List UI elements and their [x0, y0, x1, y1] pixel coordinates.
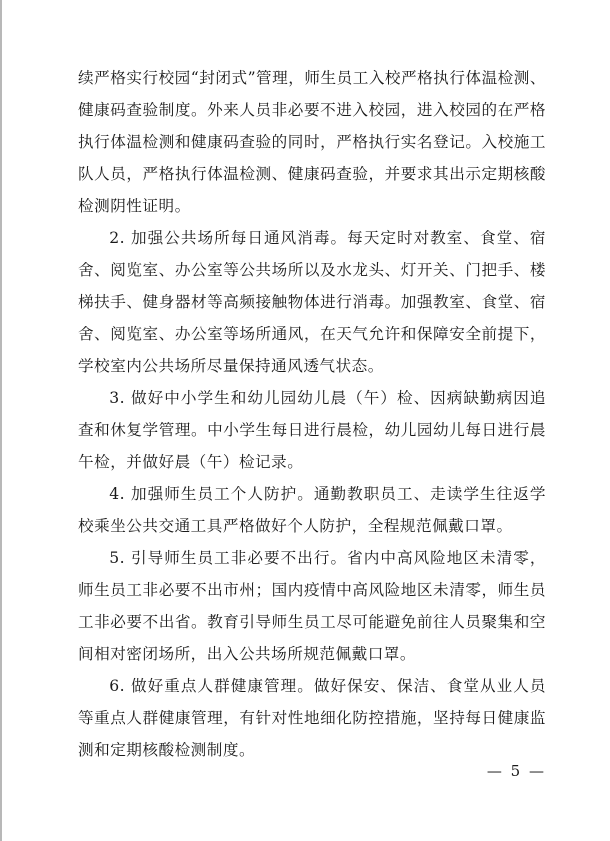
paragraph-item-3	[78, 382, 546, 478]
paragraph-item-2-text: 每天定时对教室、食堂、宿舍、阅览室、办公室等公共场所以及水龙头、灯开关、门把手、楼梯扶手、健身器材等高频接触物体进行消毒。加强教室、食堂、宿舍、阅览室、办公室等场所通风，在天气允许和保障安全前提下，学校室内公共场所尽量保持通风透气状态。	[78, 229, 546, 375]
paragraph-item-5-heading: 5. 引导师生员工非必要不出行。	[109, 549, 348, 567]
paragraph-item-2	[78, 222, 546, 382]
paragraph-item-5-text: 省内中高风险地区未清零，师生员工非必要不出市州；国内疫情中高风险地区未清零，师生员工非必要不出省。教育引导师生员工尽可能避免前往人员聚集和空间相对密闭场所，出入公共场所规范佩戴口罩。	[78, 549, 546, 663]
paragraph-item-4-heading: 4. 加强师生员工个人防护。	[109, 485, 314, 503]
paragraph-item-2-heading: 2. 加强公共场所每日通风消毒。	[109, 229, 348, 247]
paragraph-continuation-text: 续严格实行校园“封闭式”管理，师生员工入校严格执行体温检测、健康码查验制度。外来人员非必要不进入校园，进入校园的在严格执行体温检测和健康码查验的同时，严格执行实名登记。入校施工队人员，严格执行体温检测、健康码查验，并要求其出示定期核酸检测阴性证明。	[78, 69, 546, 215]
paragraph-item-6-heading: 6. 做好重点人群健康管理。	[109, 677, 314, 695]
document-body	[78, 62, 546, 766]
paragraph-item-6-text: 做好保安、保洁、食堂从业人员等重点人群健康管理，有针对性地细化防控措施，坚持每日健康监测和定期核酸检测制度。	[78, 677, 546, 759]
paragraph-item-5	[78, 542, 546, 670]
paragraph-item-3-heading: 3. 做好中小学生和幼儿园幼儿晨（午）检、因病缺勤病因追查和休复学管理。	[78, 389, 546, 439]
page-number: — 5 —	[486, 762, 546, 780]
paragraph-item-4	[78, 478, 546, 542]
paragraph-item-6	[78, 670, 546, 766]
paragraph-continuation	[78, 62, 546, 222]
paragraph-item-4-text: 通勤教职员工、走读学生往返学校乘坐公共交通工具严格做好个人防护，全程规范佩戴口罩。	[78, 485, 546, 535]
page-left-edge	[0, 0, 2, 841]
paragraph-item-3-text: 中小学生每日进行晨检，幼儿园幼儿每日进行晨午检，并做好晨（午）检记录。	[78, 421, 546, 471]
